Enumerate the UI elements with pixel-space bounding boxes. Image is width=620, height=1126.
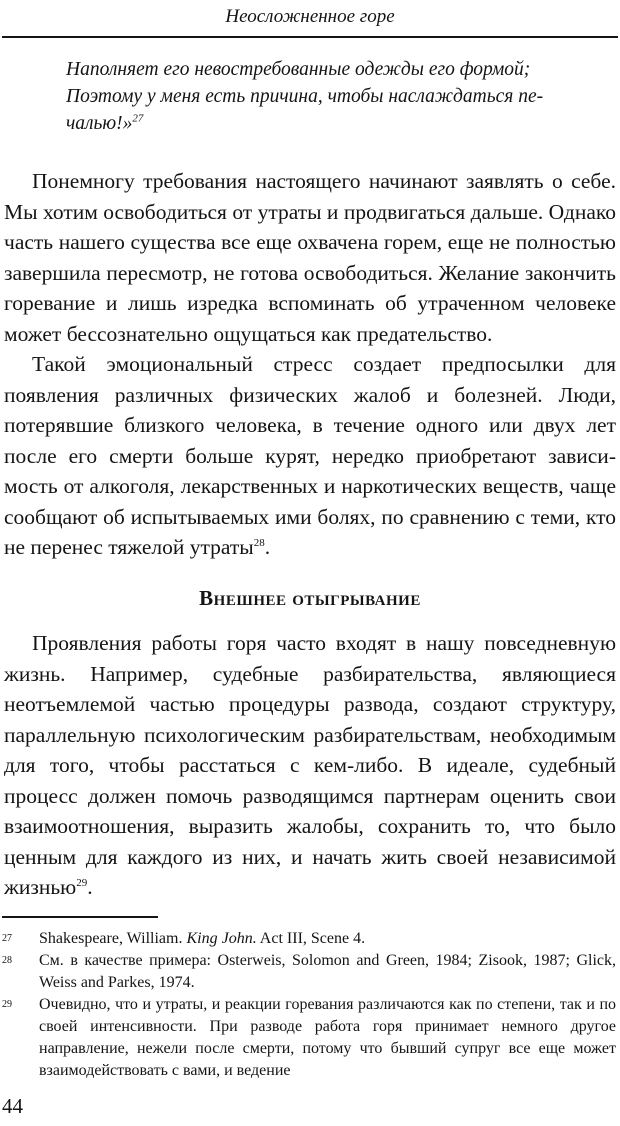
footnote (2, 994, 616, 1082)
verse-quote (66, 56, 610, 137)
running-head: Неосложненное горе (225, 6, 395, 27)
section-heading: Внешнее отыгрывание (199, 586, 421, 610)
footnote (2, 950, 616, 994)
footnote-ref[interactable]: 29 (76, 876, 88, 889)
footnote-text: Shakespeare, William. (39, 930, 187, 947)
verse-line: Наполняет его невостребованные одежды его формой; (66, 59, 531, 80)
paragraph-text: Проявления работы горя часто входят в нашу повседневную жизнь. Например, судебные разбирательства, являющиеся неотъемлемой частью процедуры развода, создают структуру, параллельную психологическим разбирательствам, необходимым для того, чтобы расстаться с кем-либо. В идеале, судебный процесс должен помочь разводящимся партнерам оценить свои взаимоотношения, выразить жалобы, сохранить то, что было ценным для каждого из них, и начать жить своей независимой жизнью (4, 631, 616, 899)
footnote-text: См. в качестве примера: Osterweis, Solomon and Green, 1984; Zisook, 1987; Glick, Weiss and Parkes, 1974. (39, 952, 616, 991)
verse-line (66, 110, 610, 137)
footnotes (2, 928, 616, 1082)
verse-line-text: чалью!» (66, 113, 133, 134)
paragraph: Проявления работы горя часто входят в нашу повседневную жизнь. Например, судебные разбирательства, являющиеся неотъемлемой частью процедуры развода, создают структуру, параллельную психологическим разбирательствам, необходимым для того, чтобы расстаться с кем-либо. В идеале, судебный процесс должен помочь разводящимся партнерам оценить свои взаимоотношения, выразить жалобы, сохранить то, что было ценным для каждого из них, и начать жить своей независимой жизнью$^{29}$. (4, 631, 616, 899)
footnote (2, 928, 616, 950)
verse-line: Поэтому у меня есть причина, чтобы наслаждаться пе- (66, 86, 544, 107)
footnote-number: 29 (2, 999, 12, 1010)
paragraph: Понемногу требования настоящего начинают заявлять о себе. Мы хотим освободиться от утраты и продвигаться дальше. Однако часть нашего существа все еще охвачена горем, еще не полностью завершила пересмотр, не готова освободиться. Желание закончить горевание и лишь изредка вспоминать об утраченном человеке может бессознательно ощущаться как предательство. (4, 169, 616, 346)
footnote-number: 28 (2, 955, 12, 966)
footnote-title: King John. (186, 930, 257, 947)
footnote-text: Очевидно, что и утраты, и реакции горевания различаются как по степени, так и по своей интенсивности. При разводе работа горя принимает немного другое направление, нежели после смерти, потому что бывший супруг все еще может взаимодействовать с вами, и ведение (39, 996, 616, 1079)
body-text-block (4, 166, 616, 563)
footnote-number: 27 (2, 933, 12, 944)
body-text-block (4, 628, 616, 903)
footnote-ref[interactable]: 28 (253, 536, 265, 549)
footnote-text: Act III, Scene 4. (256, 930, 366, 947)
footnote-rule (2, 916, 158, 918)
paragraph: Такой эмоциональный стресс создает предпосылки для появления различных физических жалоб и болезней. Люди, потерявшие близкого человека, в течение одного или двух лет после его смерти больше курят, нередко приобретают зависимость от алкоголя, лекарственных и наркотических веществ, чаще сообщают об испытываемых ими болях, по сравнению с теми, кто не перенес тяжелой утраты$^{28}$. (4, 352, 616, 559)
page-number: 44 (2, 1094, 23, 1118)
header-rule (2, 36, 618, 38)
paragraph-text: Такой эмоциональный стресс создает предпосылки для появления различных физических жалоб и болезней. Люди, потерявшие близкого человека, в течение одного или двух лет после его смерти больше курят, нередко приобретают зависимость от алкоголя, лекарственных и наркотических веществ, чаще сообщают об испытываемых ими болях, по сравнению с теми, кто не перенес тяжелой утраты (4, 352, 616, 559)
footnote-ref[interactable]: 27 (132, 112, 144, 125)
